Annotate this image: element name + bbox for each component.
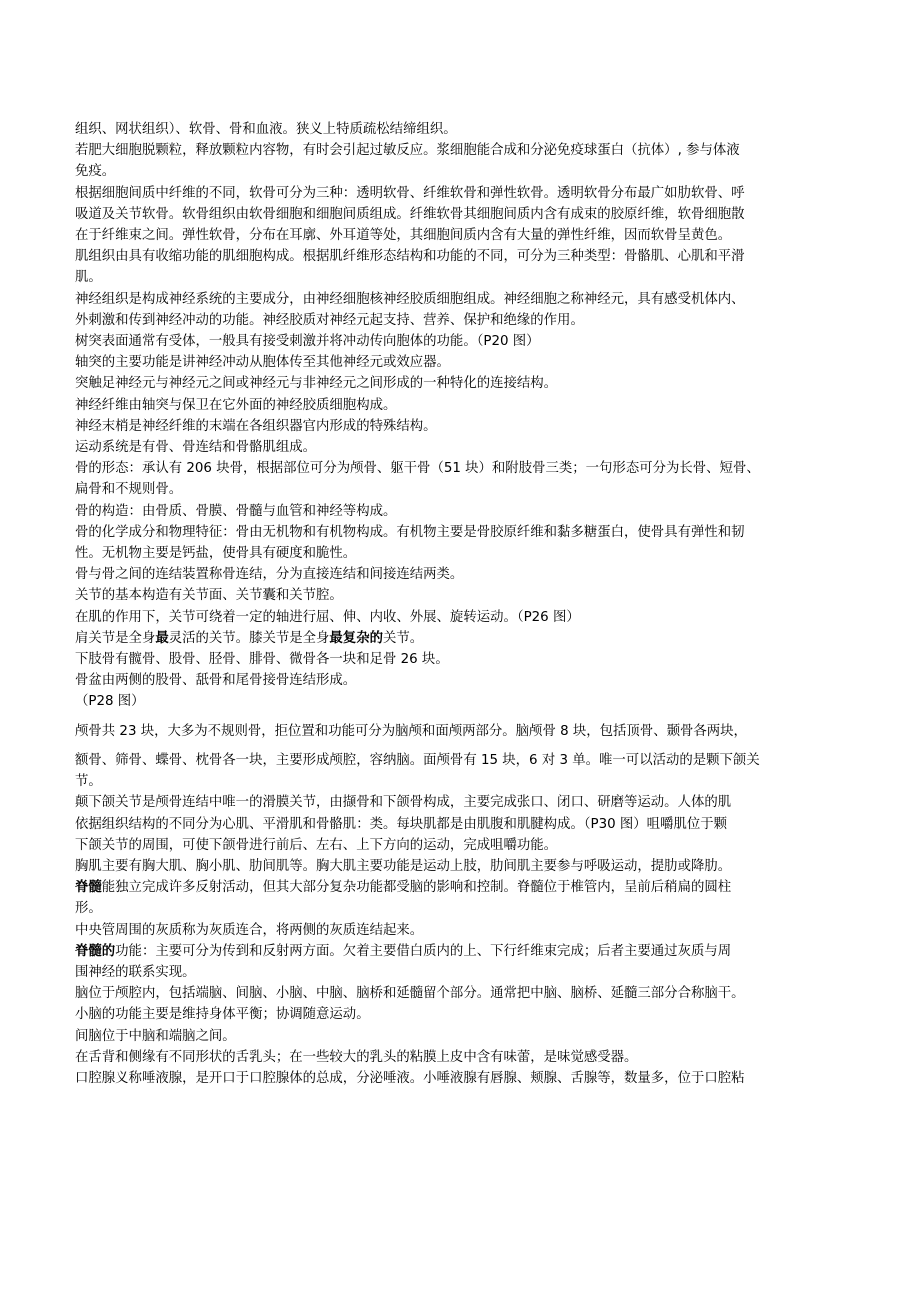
text-line: （P28 图）	[75, 694, 145, 710]
text-line: 小脑的功能主要是维持身体平衡；协调随意运动。	[75, 1007, 370, 1023]
bold-span: 最	[155, 630, 169, 646]
text-line: 骨的形态：承认有 206 块骨，根据部位可分为颅骨、躯干骨（51 块）和附肢骨三类；一句形态可分为长骨、短骨、	[75, 461, 760, 477]
text-line: 根据细胞间质中纤维的不同，软骨可分为三种：透明软骨、纤维软骨和弹性软骨。透明软骨分布最广如肋软骨、呼	[75, 185, 745, 201]
text-line: 骨的化学成分和物理特征：骨由无机物和有机物构成。有机物主要是骨胶原纤维和黏多糖蛋白，使骨具有弹性和韧	[75, 524, 745, 540]
text-line: 形。	[75, 901, 102, 917]
text-line: 轴突的主要功能是讲神经冲动从胞体传至其他神经元或效应器。	[75, 355, 450, 371]
text-line: 围神经的联系实现。	[75, 964, 196, 980]
text-line: 神经纤维由轴突与保卫在它外面的神经胶质细胞构成。	[75, 397, 397, 413]
text-span: 灵活的关节。膝关节是全身	[168, 630, 330, 646]
text-span: 肩关节是全身	[75, 630, 156, 646]
text-line: 肌。	[75, 270, 102, 286]
text-line: 运动系统是有骨、骨连结和骨骼肌组成。	[75, 440, 317, 456]
text-line: 口腔腺义称唾液腺，是开口于口腔腺体的总成，分泌唾液。小唾液腺有唇腺、颊腺、舌腺等，数量多，位于口腔粘	[75, 1070, 745, 1086]
text-line	[75, 877, 865, 898]
text-span: 功能：主要可分为传到和反射两方面。欠着主要借白质内的上、下行纤维束完成；后者主要通过灰质与周	[115, 943, 732, 959]
text-line: 骨盆由两侧的股骨、舐骨和尾骨接骨连结形成。	[75, 673, 357, 689]
text-span: 关节。	[382, 630, 424, 646]
text-line: 脑位于颅腔内，包括端脑、间脑、小脑、中脑、脑桥和延髓留个部分。通常把中脑、脑桥、延髓三部分合称脑干。	[75, 986, 745, 1002]
text-line: 神经组织是构成神经系统的主要成分，由神经细胞核神经胶质细胞组成。神经细胞之称神经元，具有感受机体内、	[75, 291, 745, 307]
text-line: 额骨、筛骨、蝶骨、枕骨各一块，主要形成颅腔，容纳脑。面颅骨有 15 块，6 对 3 单。唯一可以活动的是颗下颌关	[75, 752, 760, 768]
text-line: 骨与骨之间的连结装置称骨连结，分为直接连结和间接连结两类。	[75, 567, 464, 583]
text-line: 免疫。	[75, 164, 116, 180]
text-line: 性。无机物主要是钙盐，使骨具有硬度和脆性。	[75, 546, 357, 562]
document-body	[75, 119, 865, 1089]
text-line: 在肌的作用下，关节可绕着一定的轴进行屈、伸、内收、外展、旋转运动。（P26 图）	[75, 609, 580, 625]
text-line: 组织、网状组织）、软骨、骨和血液。狭义上特质疏松结缔组织。	[75, 122, 457, 137]
text-line: 骨的构造：由骨质、骨膜、骨髓与血管和神经等构成。	[75, 503, 397, 519]
text-line	[75, 941, 865, 962]
text-line: 依据组织结构的不同分为心肌、平滑肌和骨骼肌：类。每块肌都是由肌腹和肌腱构成。（P30 图）咀嚼肌位于颗	[75, 816, 728, 832]
text-line: 中央管周围的灰质称为灰质连合，将两侧的灰质连结起来。	[75, 922, 424, 938]
text-line: 外刺激和传到神经冲动的功能。神经胶质对神经元起支持、营养、保护和绝缘的作用。	[75, 312, 584, 328]
text-line: 神经末梢是神经纤维的末端在各组织器官内形成的特殊结构。	[75, 418, 437, 434]
text-line: 间脑位于中脑和端脑之间。	[75, 1028, 236, 1044]
text-line: 扁骨和不规则骨。	[75, 482, 183, 498]
text-line: 下颌关节的周围，可使下颌骨进行前后、左右、上下方向的运动，完成咀嚼功能。	[75, 837, 558, 853]
bold-span: 脊髓的	[75, 943, 116, 959]
text-line: 突触足神经元与神经元之间或神经元与非神经元之间形成的一种特化的连接结构。	[75, 376, 558, 392]
text-line: 树突表面通常有受体，一般具有接受刺激并将冲动传向胞体的功能。（P20 图）	[75, 334, 540, 350]
text-line: 关节的基本构造有关节面、关节囊和关节腔。	[75, 588, 343, 604]
text-line: 下肢骨有髋骨、股骨、胫骨、腓骨、微骨各一块和足骨 26 块。	[75, 652, 449, 668]
text-span: 能独立完成许多反射活动，但其大部分复杂功能都受脑的影响和控制。脊髓位于椎管内，呈前后稍扁的圆柱	[101, 880, 732, 896]
text-line: 肌组织由具有收缩功能的肌细胞构成。根据肌纤维形态结构和功能的不同，可分为三种类型：骨骼肌、心肌和平滑	[75, 249, 745, 265]
text-line: 胸肌主要有胸大肌、胸小肌、肋间肌等。胸大肌主要功能是运动上肢，肋间肌主要参与呼吸运动，提肋或降肋。	[75, 858, 732, 874]
bold-span: 最复杂的	[329, 630, 383, 646]
text-line: 吸道及关节软骨。软骨组织由软骨细胞和细胞间质组成。纤维软骨其细胞间质内含有成束的胶原纤维，软骨细胞散	[75, 206, 745, 222]
text-line: 若肥大细胞脱颗粒，释放颗粒内容物，有时会引起过敏反应。浆细胞能合成和分泌免疫球蛋白（抗体）, 参与体液	[75, 143, 740, 159]
text-line	[75, 628, 865, 649]
text-line: 在于纤维束之间。弹性软骨，分布在耳廓、外耳道等处，其细胞间质内含有大量的弹性纤维，因而软骨呈黄色。	[75, 228, 732, 244]
text-line: 在舌背和侧缘有不同形状的舌乳头；在一些较大的乳头的粘膜上皮中含有味蕾，是味觉感受器。	[75, 1049, 638, 1065]
text-line: 颅骨共 23 块，大多为不规则骨，拒位置和功能可分为脑颅和面颅两部分。脑颅骨 8 块，包括顶骨、颞骨各两块，	[75, 723, 747, 739]
bold-span: 脊髓	[75, 880, 102, 896]
text-line: 节。	[75, 774, 102, 790]
text-line: 颠下颌关节是颅骨连结中唯一的滑膜关节，由撷骨和下颌骨构成，主要完成张口、闭口、研磨等运动。人体的肌	[75, 795, 732, 811]
